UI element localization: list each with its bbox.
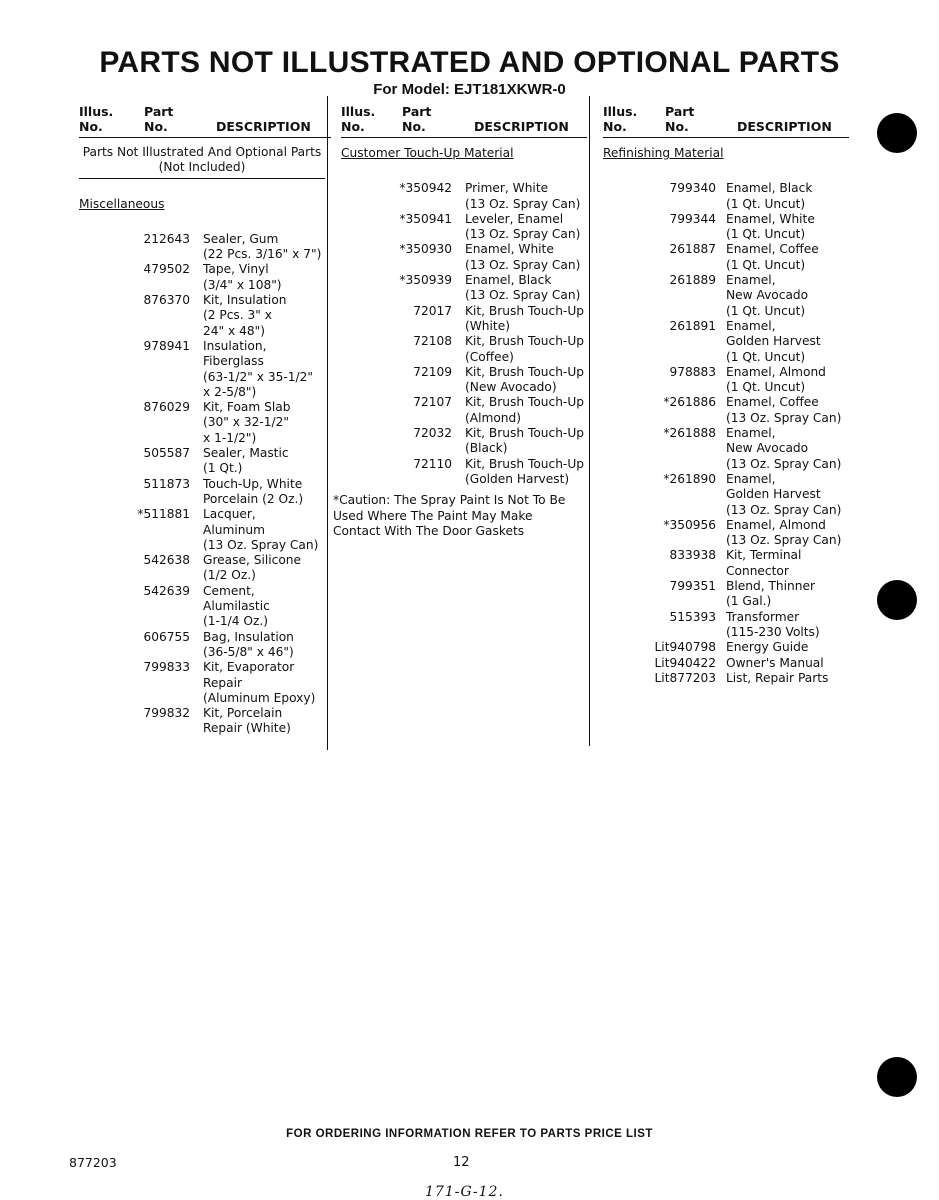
part-row bbox=[79, 477, 331, 508]
part-row bbox=[79, 553, 331, 584]
part-number: 978941 bbox=[143, 338, 190, 353]
part-number: 212643 bbox=[143, 231, 190, 246]
part-row bbox=[79, 293, 331, 339]
part-description: Tape, Vinyl (3/4" x 108") bbox=[203, 262, 282, 292]
part-number: 261887 bbox=[669, 242, 716, 257]
model-subtitle: For Model: EJT181XKWR-0 bbox=[373, 81, 566, 98]
part-row bbox=[341, 212, 587, 243]
part-row bbox=[603, 610, 849, 641]
part-description: Cement, Alumilastic (1-1/4 Oz.) bbox=[203, 583, 270, 629]
part-row bbox=[603, 579, 849, 610]
part-number: 876029 bbox=[143, 400, 190, 415]
part-row bbox=[603, 212, 849, 243]
part-number: 515393 bbox=[669, 609, 716, 624]
part-number: *350930 bbox=[399, 242, 452, 257]
part-description: Insulation, Fiberglass (63-1/2" x 35-1/2" x 2-5/8") bbox=[203, 338, 313, 399]
part-description: Enamel, Golden Harvest (1 Qt. Uncut) bbox=[726, 318, 821, 364]
part-row bbox=[603, 365, 849, 396]
part-row bbox=[603, 656, 849, 671]
part-description: Enamel, Almond (1 Qt. Uncut) bbox=[726, 364, 826, 395]
part-number: 876370 bbox=[143, 293, 190, 308]
part-number: 799340 bbox=[669, 181, 716, 196]
part-row bbox=[603, 273, 849, 319]
not-included-note: Parts Not Illustrated And Optional Parts (Not Included) bbox=[79, 145, 325, 179]
part-number: Lit877203 bbox=[654, 670, 716, 685]
part-description: Kit, Brush Touch-Up (White) bbox=[465, 303, 584, 333]
column-header bbox=[341, 104, 587, 138]
caution-note: *Caution: The Spray Paint Is Not To Be Used Where The Paint May Make Contact With The Door Gaskets bbox=[333, 493, 566, 538]
part-number: 542639 bbox=[143, 583, 190, 598]
part-description: Sealer, Mastic (1 Qt.) bbox=[203, 446, 289, 476]
part-description: List, Repair Parts bbox=[726, 670, 829, 685]
part-description: Enamel, White (1 Qt. Uncut) bbox=[726, 211, 815, 242]
part-number: 72110 bbox=[413, 456, 452, 471]
part-description: Kit, Terminal Connector bbox=[726, 548, 802, 578]
part-description: Grease, Silicone (1/2 Oz.) bbox=[203, 553, 302, 583]
part-row bbox=[341, 395, 587, 426]
part-row bbox=[341, 426, 587, 457]
document-number: 877203 bbox=[69, 1155, 117, 1170]
part-description: Kit, Insulation (2 Pcs. 3" x 24" x 48") bbox=[203, 293, 287, 338]
part-description: Touch-Up, White Porcelain (2 Oz.) bbox=[203, 476, 304, 506]
part-row bbox=[603, 395, 849, 426]
part-number: 978883 bbox=[669, 364, 716, 379]
header-description: DESCRIPTION bbox=[474, 119, 569, 134]
part-number: *350956 bbox=[663, 517, 716, 532]
part-row bbox=[341, 365, 587, 396]
part-description: Kit, Brush Touch-Up (Golden Harvest) bbox=[465, 456, 584, 486]
part-number: *511881 bbox=[137, 507, 190, 522]
part-description: Enamel, New Avocado (13 Oz. Spray Can) bbox=[726, 426, 842, 471]
part-description: Leveler, Enamel (13 Oz. Spray Can) bbox=[465, 211, 581, 242]
part-description: Blend, Thinner (1 Gal.) bbox=[726, 579, 815, 609]
part-number: 72017 bbox=[413, 303, 452, 318]
part-description: Enamel, White (13 Oz. Spray Can) bbox=[465, 242, 581, 272]
part-row bbox=[341, 181, 587, 212]
parts-list-refinishing bbox=[603, 181, 849, 686]
column-divider bbox=[327, 96, 328, 750]
part-description: Kit, Brush Touch-Up (Almond) bbox=[465, 395, 584, 425]
part-number: 72108 bbox=[413, 334, 452, 349]
header-illus: Illus. No. bbox=[79, 104, 114, 134]
column-3 bbox=[603, 104, 849, 686]
parts-list-touch-up bbox=[341, 181, 587, 487]
binder-hole bbox=[877, 1057, 917, 1097]
part-row bbox=[79, 630, 331, 661]
part-row bbox=[603, 242, 849, 273]
part-description: Enamel, Almond (13 Oz. Spray Can) bbox=[726, 517, 842, 548]
column-2 bbox=[333, 104, 587, 539]
part-number: *261886 bbox=[663, 395, 716, 410]
part-number: 72032 bbox=[413, 426, 452, 441]
part-number: 799351 bbox=[669, 579, 716, 594]
part-row bbox=[79, 507, 331, 553]
part-number: 542638 bbox=[143, 553, 190, 568]
page-number: 12 bbox=[453, 1155, 470, 1170]
part-description: Enamel, Golden Harvest (13 Oz. Spray Can) bbox=[726, 471, 842, 517]
column-divider bbox=[589, 96, 590, 746]
part-row bbox=[341, 304, 587, 335]
part-description: Lacquer, Aluminum (13 Oz. Spray Can) bbox=[203, 507, 319, 552]
part-row bbox=[79, 339, 331, 400]
part-number: 606755 bbox=[143, 629, 190, 644]
part-number: Lit940798 bbox=[654, 640, 716, 655]
binder-hole bbox=[877, 113, 917, 153]
part-description: Enamel, Coffee (13 Oz. Spray Can) bbox=[726, 395, 842, 425]
section-title-refinishing: Refinishing Material bbox=[603, 146, 724, 160]
part-row bbox=[341, 334, 587, 365]
part-number: Lit940422 bbox=[654, 655, 716, 670]
part-row bbox=[79, 232, 331, 263]
part-description: Enamel, Coffee (1 Qt. Uncut) bbox=[726, 242, 819, 272]
part-row bbox=[603, 181, 849, 212]
part-description: Primer, White (13 Oz. Spray Can) bbox=[465, 181, 581, 211]
part-row bbox=[603, 472, 849, 518]
part-number: *350942 bbox=[399, 181, 452, 196]
part-row bbox=[603, 671, 849, 686]
part-description: Bag, Insulation (36-5/8" x 46") bbox=[203, 629, 294, 659]
part-row bbox=[79, 446, 331, 477]
part-description: Owner's Manual bbox=[726, 655, 824, 670]
section-title-touch-up: Customer Touch-Up Material bbox=[341, 146, 514, 160]
part-description: Kit, Brush Touch-Up (New Avocado) bbox=[465, 364, 584, 395]
part-row bbox=[603, 640, 849, 655]
part-number: 799833 bbox=[143, 660, 190, 675]
part-number: 261891 bbox=[669, 318, 716, 333]
part-number: *350941 bbox=[399, 211, 452, 226]
part-number: *261890 bbox=[663, 471, 716, 486]
part-row bbox=[341, 457, 587, 488]
part-description: Kit, Foam Slab (30" x 32-1/2" x 1-1/2") bbox=[203, 400, 291, 445]
part-row bbox=[79, 660, 331, 706]
part-description: Enamel, New Avocado (1 Qt. Uncut) bbox=[726, 273, 809, 318]
part-description: Transformer (115-230 Volts) bbox=[726, 609, 820, 639]
header-description: DESCRIPTION bbox=[216, 119, 311, 134]
part-row bbox=[79, 262, 331, 293]
part-row bbox=[603, 548, 849, 579]
part-number: 72107 bbox=[413, 395, 452, 410]
part-row bbox=[79, 400, 331, 446]
part-description: Kit, Brush Touch-Up (Coffee) bbox=[465, 334, 584, 364]
part-row bbox=[79, 706, 331, 737]
page-title: PARTS NOT ILLUSTRATED AND OPTIONAL PARTS bbox=[99, 46, 840, 79]
column-header bbox=[603, 104, 849, 138]
part-number: 479502 bbox=[143, 262, 190, 277]
part-number: 505587 bbox=[143, 446, 190, 461]
part-number: 833938 bbox=[669, 548, 716, 563]
part-description: Kit, Evaporator Repair (Aluminum Epoxy) bbox=[203, 660, 316, 705]
part-row bbox=[341, 273, 587, 304]
binder-hole bbox=[877, 580, 917, 620]
header-illus: Illus. No. bbox=[603, 104, 638, 134]
section-title-miscellaneous: Miscellaneous bbox=[79, 196, 165, 211]
part-description: Kit, Brush Touch-Up (Black) bbox=[465, 426, 584, 456]
part-row bbox=[341, 242, 587, 273]
header-part: Part No. bbox=[144, 104, 174, 134]
part-description: Sealer, Gum (22 Pcs. 3/16" x 7") bbox=[203, 231, 322, 262]
part-number: 261889 bbox=[669, 273, 716, 288]
part-description: Enamel, Black (1 Qt. Uncut) bbox=[726, 181, 813, 211]
header-description: DESCRIPTION bbox=[737, 119, 832, 134]
ordering-info: FOR ORDERING INFORMATION REFER TO PARTS PRICE LIST bbox=[286, 1128, 653, 1140]
part-row bbox=[603, 319, 849, 365]
header-part: Part No. bbox=[665, 104, 695, 134]
header-part: Part No. bbox=[402, 104, 432, 134]
handwritten-note: 171-G-12. bbox=[425, 1184, 504, 1200]
part-row bbox=[603, 426, 849, 472]
part-description: Enamel, Black (13 Oz. Spray Can) bbox=[465, 273, 581, 303]
part-number: *350939 bbox=[399, 273, 452, 288]
part-description: Kit, Porcelain Repair (White) bbox=[203, 706, 291, 736]
part-row bbox=[603, 518, 849, 549]
part-number: 511873 bbox=[143, 476, 190, 491]
part-number: 72109 bbox=[413, 364, 452, 379]
header-illus: Illus. No. bbox=[341, 104, 376, 134]
part-description: Energy Guide bbox=[726, 640, 809, 655]
column-1 bbox=[79, 104, 331, 737]
parts-list-miscellaneous bbox=[79, 232, 331, 737]
part-row bbox=[79, 584, 331, 630]
column-header bbox=[79, 104, 331, 138]
part-number: *261888 bbox=[663, 426, 716, 441]
part-number: 799344 bbox=[669, 211, 716, 226]
part-number: 799832 bbox=[143, 706, 190, 721]
